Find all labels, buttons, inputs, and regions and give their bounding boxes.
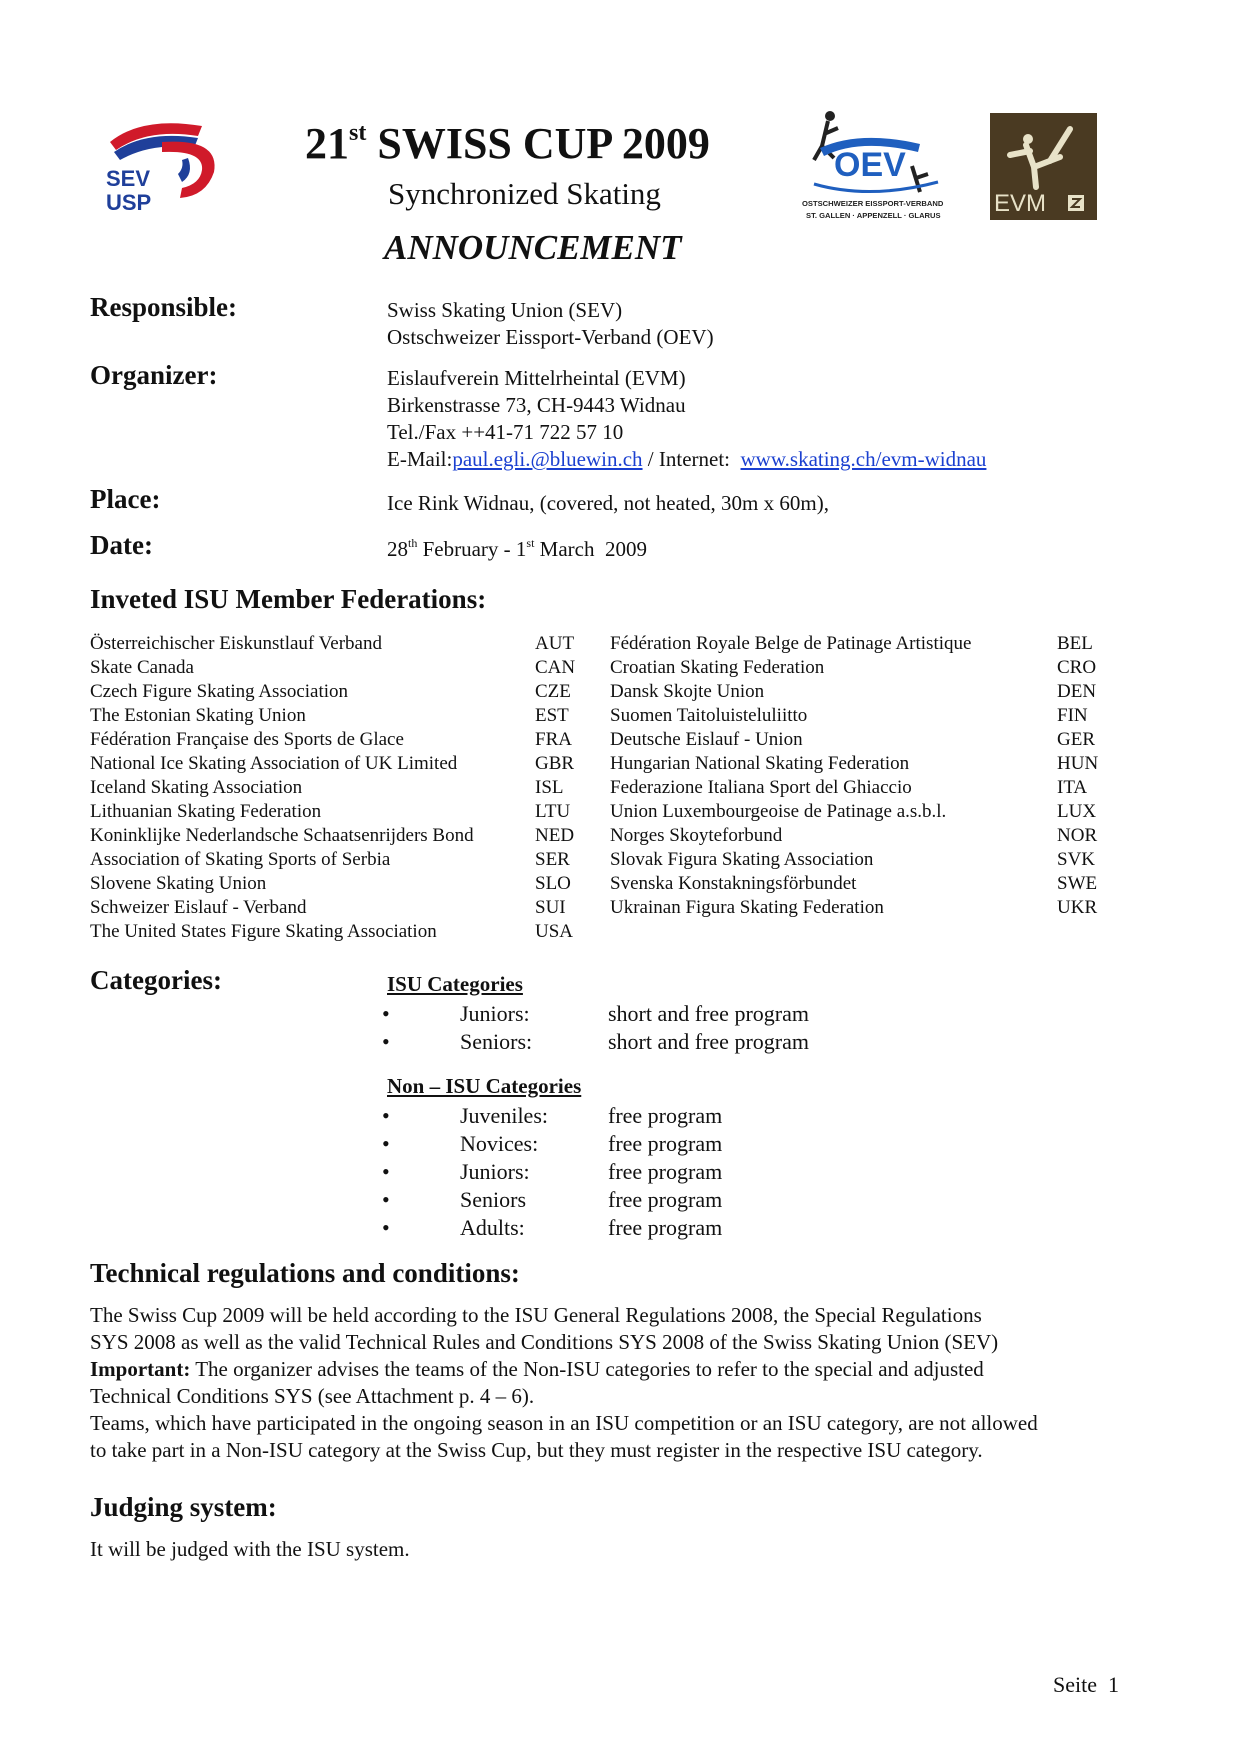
technical-heading: Technical regulations and conditions: — [90, 1258, 520, 1288]
oev-line2: ST. GALLEN · APPENZELL · GLARUS — [806, 211, 941, 220]
list-item — [90, 728, 590, 752]
category-name: Juniors: — [460, 1159, 530, 1184]
category-name: Seniors: — [460, 1029, 533, 1054]
date-value — [387, 536, 647, 563]
federation-code: SWE — [1057, 873, 1098, 894]
category-program: short and free program — [608, 1001, 809, 1026]
federations-heading: Inveted ISU Member Federations: — [90, 584, 487, 614]
important-label: Important: — [90, 1357, 191, 1381]
title-rest: SWISS CUP 2009 — [377, 119, 710, 168]
technical-line: to take part in a Non-ISU category at the Swiss Cup, but they must register in the respective ISU category. — [90, 1438, 983, 1462]
federation-name: Hungarian National Skating Federation — [610, 753, 910, 774]
federation-name: Fédération Française des Sports de Glace — [90, 729, 404, 750]
category-program: free program — [608, 1103, 723, 1128]
category-program: free program — [608, 1159, 723, 1184]
bullet: • — [382, 1187, 390, 1212]
federation-name: Association of Skating Sports of Serbia — [90, 849, 391, 870]
page-title — [305, 118, 710, 169]
federation-code: AUT — [535, 633, 575, 654]
responsible-line: Swiss Skating Union (SEV) — [387, 298, 623, 322]
list-item — [610, 872, 1110, 896]
federation-name: The Estonian Skating Union — [90, 705, 306, 726]
bullet: • — [382, 1001, 390, 1026]
list-item — [610, 728, 1110, 752]
list-item — [90, 848, 590, 872]
federation-name: Czech Figure Skating Association — [90, 681, 349, 702]
organizer-value — [387, 365, 986, 473]
list-item — [90, 704, 590, 728]
contact-line — [387, 446, 986, 473]
category-name: Juniors: — [460, 1001, 530, 1026]
internet-label: / Internet: — [642, 447, 741, 471]
federation-name: Koninklijke Nederlandsche Schaatsenrijders Bond — [90, 825, 474, 846]
oev-line1: OSTSCHWEIZER EISSPORT-VERBAND — [802, 199, 944, 208]
important-text: The organizer advises the teams of the Non-ISU categories to refer to the special and adjusted — [190, 1357, 984, 1381]
federation-name: Skate Canada — [90, 657, 194, 678]
internet-link[interactable]: www.skating.ch/evm-widnau — [740, 447, 987, 471]
list-item — [610, 800, 1110, 824]
federation-code: LTU — [535, 801, 571, 822]
list-item — [610, 848, 1110, 872]
federation-name: Croatian Skating Federation — [610, 657, 825, 678]
technical-line: Teams, which have participated in the ongoing season in an ISU competition or an ISU category, are not allowed — [90, 1411, 1038, 1435]
federation-name: Suomen Taitoluisteluliitto — [610, 705, 808, 726]
list-item — [90, 824, 590, 848]
category-program: free program — [608, 1131, 723, 1156]
federation-code: CZE — [535, 681, 571, 702]
federation-code: DEN — [1057, 681, 1097, 702]
federation-code: FIN — [1057, 705, 1088, 726]
federation-name: Deutsche Eislauf - Union — [610, 729, 803, 750]
responsible-value — [387, 297, 714, 351]
non-isu-categories-heading: Non – ISU Categories — [387, 1074, 582, 1098]
federation-name: The United States Figure Skating Association — [90, 921, 437, 942]
judging-heading: Judging system: — [90, 1492, 277, 1522]
federation-name: Dansk Skojte Union — [610, 681, 765, 702]
organizer-line: Eislaufverein Mittelrheintal (EVM) — [387, 366, 686, 390]
federation-name: Slovene Skating Union — [90, 873, 267, 894]
page-subtitle: Synchronized Skating — [388, 176, 661, 211]
announcement-heading: ANNOUNCEMENT — [384, 228, 682, 267]
bullet: • — [382, 1103, 390, 1128]
judging-text — [90, 1536, 1150, 1563]
organizer-line: Birkenstrasse 73, CH-9443 Widnau — [387, 393, 686, 417]
federation-code: SLO — [535, 873, 571, 894]
date-mid: February - 1 — [417, 537, 527, 561]
oev-logo — [800, 108, 950, 230]
technical-line: The Swiss Cup 2009 will be held according to the ISU General Regulations 2008, the Special Regulations — [90, 1303, 982, 1327]
sev-text: SEV — [106, 166, 151, 191]
list-item — [610, 824, 1110, 848]
email-label: E-Mail: — [387, 447, 453, 471]
organizer-label: Organizer: — [90, 360, 218, 390]
federation-code: USA — [535, 921, 574, 942]
list-item — [610, 704, 1110, 728]
list-item — [90, 776, 590, 800]
federation-code: EST — [535, 705, 569, 726]
bullet: • — [382, 1159, 390, 1184]
category-name: Seniors — [460, 1187, 526, 1212]
page-number: Seite 1 — [1053, 1672, 1119, 1697]
usp-text: USP — [106, 190, 152, 215]
list-item — [610, 680, 1110, 704]
federation-name: Slovak Figura Skating Association — [610, 849, 874, 870]
list-item — [610, 896, 1110, 920]
federation-name: Ukrainan Figura Skating Federation — [610, 897, 884, 918]
federation-code: NOR — [1057, 825, 1098, 846]
bullet: • — [382, 1215, 390, 1240]
technical-line — [90, 1356, 1150, 1383]
sev-usp-logo — [102, 112, 224, 220]
federation-code: SUI — [535, 897, 566, 918]
federation-code: SVK — [1057, 849, 1096, 870]
federation-code: ITA — [1057, 777, 1088, 798]
list-item — [90, 896, 590, 920]
federation-name: Österreichischer Eiskunstlauf Verband — [90, 633, 382, 654]
federation-name: Schweizer Eislauf - Verband — [90, 897, 307, 918]
list-item — [90, 680, 590, 704]
list-item — [90, 872, 590, 896]
bullet: • — [382, 1029, 390, 1054]
list-item — [610, 752, 1110, 776]
federation-code: CAN — [535, 657, 576, 678]
federation-code: CRO — [1057, 657, 1097, 678]
title-suffix: st — [349, 120, 367, 146]
date-day1: 28 — [387, 537, 408, 561]
place-label: Place: — [90, 484, 161, 514]
federation-code: FRA — [535, 729, 572, 750]
isu-categories-heading: ISU Categories — [387, 972, 523, 996]
categories-label: Categories: — [90, 965, 222, 995]
federation-name: Iceland Skating Association — [90, 777, 303, 798]
category-name: Novices: — [460, 1131, 539, 1156]
date-day1-suffix: th — [408, 536, 418, 550]
category-name: Adults: — [460, 1215, 525, 1240]
organizer-line: Tel./Fax ++41-71 722 57 10 — [387, 420, 624, 444]
federation-name: Federazione Italiana Sport del Ghiaccio — [610, 777, 912, 798]
federation-name: Svenska Konstakningsförbundet — [610, 873, 857, 894]
federation-name: Fédération Royale Belge de Patinage Artistique — [610, 633, 972, 654]
judging-line: It will be judged with the ISU system. — [90, 1537, 410, 1561]
federation-name: National Ice Skating Association of UK Limited — [90, 753, 458, 774]
federation-code: BEL — [1057, 633, 1093, 654]
federation-name: Union Luxembourgeoise de Patinage a.s.b.l. — [610, 801, 947, 822]
responsible-line: Ostschweizer Eissport-Verband (OEV) — [387, 325, 714, 349]
bullet: • — [382, 1131, 390, 1156]
date-end: March 2009 — [534, 537, 647, 561]
federation-code: SER — [535, 849, 570, 870]
place-value: Ice Rink Widnau, (covered, not heated, 30m x 60m), — [387, 491, 829, 515]
federation-code: UKR — [1057, 897, 1098, 918]
federation-code: GBR — [535, 753, 575, 774]
federation-code: GER — [1057, 729, 1095, 750]
list-item — [610, 632, 1110, 656]
list-item — [90, 656, 590, 680]
responsible-label: Responsible: — [90, 292, 238, 322]
list-item — [610, 776, 1110, 800]
federations-right-list — [610, 632, 1110, 920]
category-program: short and free program — [608, 1029, 809, 1054]
federation-name: Lithuanian Skating Federation — [90, 801, 322, 822]
list-item — [90, 752, 590, 776]
technical-line: SYS 2008 as well as the valid Technical Rules and Conditions SYS 2008 of the Swiss Skating Union (SEV) — [90, 1330, 999, 1354]
technical-text — [90, 1302, 1150, 1464]
category-program: free program — [608, 1187, 723, 1212]
category-name: Juveniles: — [460, 1103, 548, 1128]
list-item — [610, 656, 1110, 680]
federation-code: LUX — [1057, 801, 1097, 822]
federation-name: Norges Skoyteforbund — [610, 825, 783, 846]
federation-code: ISL — [535, 777, 564, 798]
list-item — [90, 632, 590, 656]
list-item — [90, 800, 590, 824]
federations-left-list — [90, 632, 590, 944]
evm-logo — [990, 113, 1097, 220]
date-label: Date: — [90, 530, 153, 560]
federation-code: NED — [535, 825, 575, 846]
title-number: 21 — [305, 119, 349, 168]
federation-code: HUN — [1057, 753, 1099, 774]
technical-line: Technical Conditions SYS (see Attachment p. 4 – 6). — [90, 1384, 535, 1408]
email-link[interactable]: paul.egli.@bluewin.ch — [452, 447, 643, 471]
evm-abbr: EVM — [994, 190, 1047, 217]
oev-abbr: OEV — [834, 146, 906, 184]
date-day2-suffix: st — [526, 536, 535, 550]
category-program: free program — [608, 1215, 723, 1240]
list-item — [90, 920, 590, 944]
